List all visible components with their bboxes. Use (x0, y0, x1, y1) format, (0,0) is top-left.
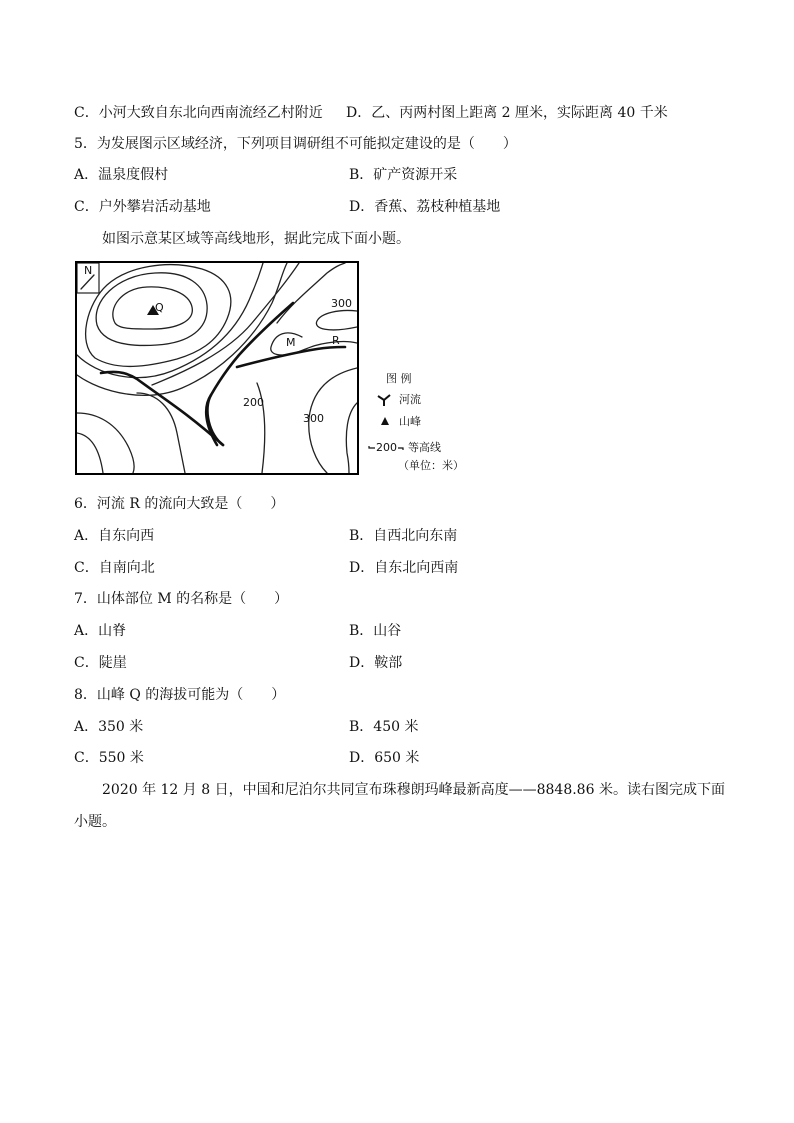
q6-stem: 6．河流 R 的流向大致是（ ） (74, 496, 285, 512)
legend-unit: （单位：米） (398, 459, 464, 472)
contour-central-2 (152, 263, 299, 385)
q5-option-c: C．户外攀岩活动基地 (74, 199, 211, 215)
river-legend-icon (376, 393, 392, 407)
contour-sw-2 (77, 433, 103, 473)
contour-legend-tick-left (368, 444, 376, 452)
q6-option-c: C．自南向北 (74, 560, 155, 576)
north-label: N (84, 264, 93, 277)
map-intro: 如图示意某区域等高线地形，据此完成下面小题。 (102, 231, 410, 247)
legend-contour-value: 200 (376, 441, 397, 454)
everest-intro-line2: 小题。 (74, 814, 116, 830)
legend-title: 图 例 (386, 372, 412, 385)
q5-option-d: D．香蕉、荔枝种植基地 (349, 199, 501, 215)
q8-option-d: D．650 米 (349, 750, 420, 766)
q8-stem: 8．山峰 Q 的海拔可能为（ ） (74, 687, 286, 703)
contour-label-300-top: 300 (331, 297, 352, 310)
everest-intro-line1: 2020 年 12 月 8 日，中国和尼泊尔共同宣布珠穆朗玛峰最新高度——8848.86 米。读右图完成下面 (102, 782, 725, 798)
north-arrow-line (81, 275, 94, 289)
q5-stem: 5．为发展图示区域经济，下列项目调研组不可能拟定建设的是（ ） (74, 136, 517, 152)
q6-option-a: A．自东向西 (74, 528, 155, 544)
legend-contour-label: 等高线 (408, 441, 441, 454)
q8-option-a: A．350 米 (74, 719, 144, 735)
contour-legend-tick-right (397, 444, 405, 452)
river-r-label: R (332, 334, 340, 347)
legend-peak-label: 山峰 (399, 415, 421, 428)
river-tributary (206, 303, 293, 445)
river-west (101, 372, 223, 445)
q4-option-d: D．乙、丙两村图上距离 2 厘米，实际距离 40 千米 (346, 105, 668, 121)
peak-legend-icon (380, 416, 390, 426)
q7-option-d: D．鞍部 (349, 655, 403, 671)
contour-label-200: 200 (243, 396, 264, 409)
q4-option-c: C．小河大致自东北向西南流经乙村附近 (74, 105, 323, 121)
q7-option-b: B．山谷 (349, 623, 402, 639)
q8-option-b: B．450 米 (349, 719, 419, 735)
q7-option-c: C．陡崖 (74, 655, 127, 671)
contour-se-2 (346, 403, 357, 473)
q7-stem: 7．山体部位 M 的名称是（ ） (74, 591, 289, 607)
peak-q-label: Q (155, 301, 164, 314)
river-r (237, 347, 345, 367)
q5-option-b: B．矿产资源开采 (349, 167, 458, 183)
contour-east-ridge (277, 263, 345, 323)
legend-river-label: 河流 (399, 393, 421, 406)
point-m-label: M (286, 336, 296, 349)
q6-option-b: B．自西北向东南 (349, 528, 458, 544)
contour-central-1 (137, 393, 185, 473)
contour-300-top (316, 310, 357, 329)
contour-map-drawing (77, 263, 357, 473)
q8-option-c: C．550 米 (74, 750, 144, 766)
q7-option-a: A．山脊 (74, 623, 127, 639)
contour-sw-1 (77, 413, 134, 473)
contour-map (75, 261, 359, 475)
contour-label-300-bottom: 300 (303, 412, 324, 425)
q5-option-a: A．温泉度假村 (74, 167, 169, 183)
q6-option-d: D．自东北向西南 (349, 560, 459, 576)
